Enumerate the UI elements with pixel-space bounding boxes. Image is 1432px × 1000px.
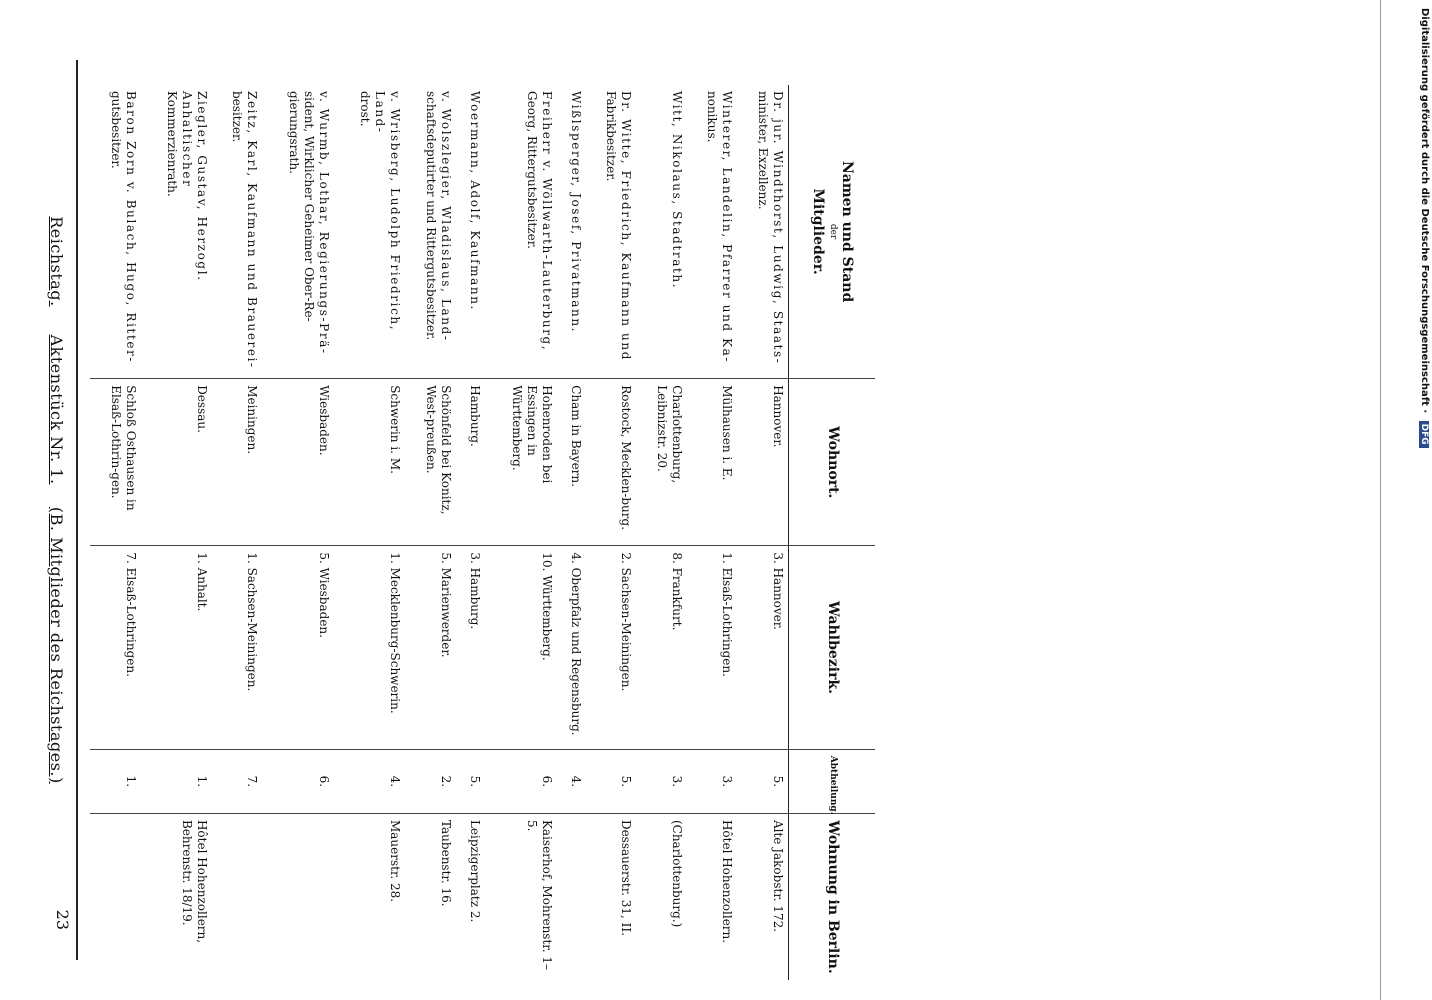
member-wohnort: Hannover.	[737, 379, 788, 546]
member-stand: Georg, Rittergutsbesitzer.	[524, 91, 539, 249]
member-wohnung	[557, 813, 586, 980]
member-name	[636, 85, 686, 379]
member-wahlbezirk: 3. Hannover.	[737, 546, 788, 749]
member-name-line: Winterer, Landelin, Pfarrer und Ka-	[720, 91, 735, 364]
header-name	[789, 85, 876, 379]
table-row	[90, 85, 141, 980]
member-abteilung: 5.	[456, 749, 485, 813]
header-name-der: der	[827, 223, 838, 240]
member-wohnort: Rostock, Mecklen-burg.	[586, 379, 636, 546]
member-abteilung: 4.	[557, 749, 586, 813]
member-name	[141, 85, 212, 379]
header-subtitle: (B. Mitglieder des Reichstages.)	[47, 506, 66, 784]
table-row	[334, 85, 405, 980]
member-wahlbezirk: 1. Mecklenburg-Schwerin.	[334, 546, 405, 749]
member-name	[586, 85, 636, 379]
member-wohnung: Dessauerstr. 31, II.	[586, 813, 636, 980]
header-abteilung	[789, 749, 876, 813]
member-wohnung: Mauerstr. 28.	[334, 813, 405, 980]
member-name	[90, 85, 141, 379]
member-wohnung	[262, 813, 333, 980]
member-abteilung: 6.	[485, 749, 556, 813]
member-stand: nonikus.	[705, 91, 720, 143]
header-name-label: Namen und Stand	[839, 160, 856, 303]
members-table	[90, 85, 875, 980]
member-name	[456, 85, 485, 379]
header-wohnung: Wohnung in Berlin.	[789, 813, 876, 980]
member-wohnung: Kaiserhof, Mohrenstr. 1–5.	[485, 813, 556, 980]
header-aktenstueck: Aktenstück Nr. 1.	[47, 334, 66, 485]
member-name-line: Witt, Nikolaus, Stadtrath.	[669, 91, 684, 290]
table-row	[687, 85, 737, 980]
member-wohnort: Hamburg.	[456, 379, 485, 546]
member-wahlbezirk: 2. Sachsen-Meiningen.	[586, 546, 636, 749]
member-wahlbezirk: 5. Wiesbaden.	[262, 546, 333, 749]
member-name	[334, 85, 405, 379]
member-wohnung: Taubenstr. 16.	[405, 813, 455, 980]
table-row	[456, 85, 485, 980]
member-abteilung: 2.	[405, 749, 455, 813]
page-title	[47, 40, 66, 960]
member-name-line: v. Wurmb, Lothar, Regierungs-Prä-	[316, 91, 331, 355]
member-name	[557, 85, 586, 379]
table-row	[586, 85, 636, 980]
header-reichstag: Reichstag.	[47, 216, 66, 307]
member-stand: sident, Wirklicher Geheimer Ober-Re-gierungsrath.	[286, 91, 316, 322]
member-wohnung: (Charlottenburg.)	[636, 813, 686, 980]
member-stand: drost.	[358, 91, 373, 127]
member-name-line: Dr. Witte, Friedrich, Kaufmann und	[619, 91, 634, 361]
member-wohnort: Schloß Osthausen in Elsaß-Lothrin-gen.	[90, 379, 141, 546]
header-wahlbezirk: Wahlbezirk.	[789, 546, 876, 749]
member-name-line: Ziegler, Gustav, Herzogl. Anhaltischer	[179, 91, 209, 282]
member-wohnort: Dessau.	[141, 379, 212, 546]
member-wahlbezirk: 1. Elsaß-Lothringen.	[687, 546, 737, 749]
table-row	[636, 85, 686, 980]
member-wahlbezirk: 7. Elsaß-Lothringen.	[90, 546, 141, 749]
member-name	[737, 85, 788, 379]
header-rule	[76, 60, 78, 960]
member-name-line: Freiherr v. Wöllwarth-Lauterburg,	[539, 91, 554, 352]
member-abteilung: 5.	[737, 749, 788, 813]
table-row	[557, 85, 586, 980]
member-wohnung	[90, 813, 141, 980]
page-number: 23	[53, 909, 72, 930]
scan-edge-line	[1380, 0, 1381, 1000]
member-name-line: Wißlsperger, Josef, Privatmann.	[569, 91, 584, 334]
table-header-row	[789, 85, 876, 980]
member-wohnort: Hohenroden bei Essingen in Württemberg.	[485, 379, 556, 546]
member-abteilung: 1.	[141, 749, 212, 813]
member-stand: gutsbesitzer.	[108, 91, 123, 169]
header-wohnort: Wohnort.	[789, 379, 876, 546]
table-row	[262, 85, 333, 980]
member-stand: Fabrikbesitzer.	[604, 91, 619, 182]
table-row	[737, 85, 788, 980]
member-wohnort: Cham in Bayern.	[557, 379, 586, 546]
member-stand: Kommerzienrath.	[164, 91, 179, 197]
member-abteilung: 3.	[687, 749, 737, 813]
member-name-line: Zeitz, Karl, Kaufmann und Brauerei-	[245, 91, 260, 369]
member-wahlbezirk: 3. Hamburg.	[456, 546, 485, 749]
dfg-logo: DFG	[1419, 421, 1429, 448]
member-stand: minister, Exzellenz.	[756, 91, 770, 210]
dfg-imprint-text	[1408, 8, 1430, 445]
member-wohnort: Charlottenburg, Leibnizstr. 20.	[636, 379, 686, 546]
member-name	[262, 85, 333, 379]
member-name-line: Baron Zorn v. Bulach, Hugo, Ritter-	[123, 91, 138, 364]
member-name-line: Dr. jur. Windthorst, Ludwig, Staats-	[771, 91, 785, 365]
member-name	[687, 85, 737, 379]
member-wohnort: Schönfeld bei Konitz, West-preußen.	[405, 379, 455, 546]
page-header	[32, 40, 72, 960]
member-wahlbezirk: 4. Oberpfalz und Regensburg.	[557, 546, 586, 749]
table-row	[212, 85, 262, 980]
member-wahlbezirk: 1. Sachsen-Meiningen.	[212, 546, 262, 749]
member-name	[212, 85, 262, 379]
dfg-imprint-label: Digitalisierung gefördert durch die Deutsche Forschungsgemeinschaft ·	[1419, 8, 1430, 414]
member-wohnort: Schwerin i. M.	[334, 379, 405, 546]
member-name-line: v. Wolszlegier, Wladislaus, Land-	[438, 91, 453, 342]
member-wahlbezirk: 5. Marienwerder.	[405, 546, 455, 749]
member-wohnung: Hôtel Hohenzollern, Behrenstr. 18/19.	[141, 813, 212, 980]
dfg-imprint	[1408, 0, 1430, 1000]
member-stand: schaftsdeputirter und Rittergutsbesitzer.	[423, 91, 438, 341]
member-wohnort: Mülhausen i. E.	[687, 379, 737, 546]
member-stand: besitzer.	[230, 91, 245, 143]
member-name-line: Woermann, Adolf, Kaufmann.	[468, 91, 483, 311]
member-wohnung: Alte Jakobstr. 172.	[737, 813, 788, 980]
member-wohnort: Wiesbaden.	[262, 379, 333, 546]
member-wahlbezirk: 1. Anhalt.	[141, 546, 212, 749]
member-wohnung: Hôtel Hohenzollern.	[687, 813, 737, 980]
member-wahlbezirk: 8. Frankfurt.	[636, 546, 686, 749]
member-abteilung: 1.	[90, 749, 141, 813]
header-abteilung-label: Abtheilung.	[827, 755, 838, 815]
table-row	[141, 85, 212, 980]
member-abteilung: 3.	[636, 749, 686, 813]
member-abteilung: 7.	[212, 749, 262, 813]
table-row	[405, 85, 455, 980]
member-wohnung	[212, 813, 262, 980]
member-name	[485, 85, 556, 379]
member-abteilung: 6.	[262, 749, 333, 813]
member-abteilung: 5.	[586, 749, 636, 813]
table-row	[485, 85, 556, 980]
member-abteilung: 4.	[334, 749, 405, 813]
member-name-line: v. Wrisberg, Ludolph Friedrich, Land-	[373, 91, 403, 332]
header-name-sub: Mitglieder.	[810, 188, 827, 275]
member-wohnort: Meiningen.	[212, 379, 262, 546]
member-wahlbezirk: 10. Württemberg.	[485, 546, 556, 749]
member-wohnung: Leipzigerplatz 2.	[456, 813, 485, 980]
member-name	[405, 85, 455, 379]
